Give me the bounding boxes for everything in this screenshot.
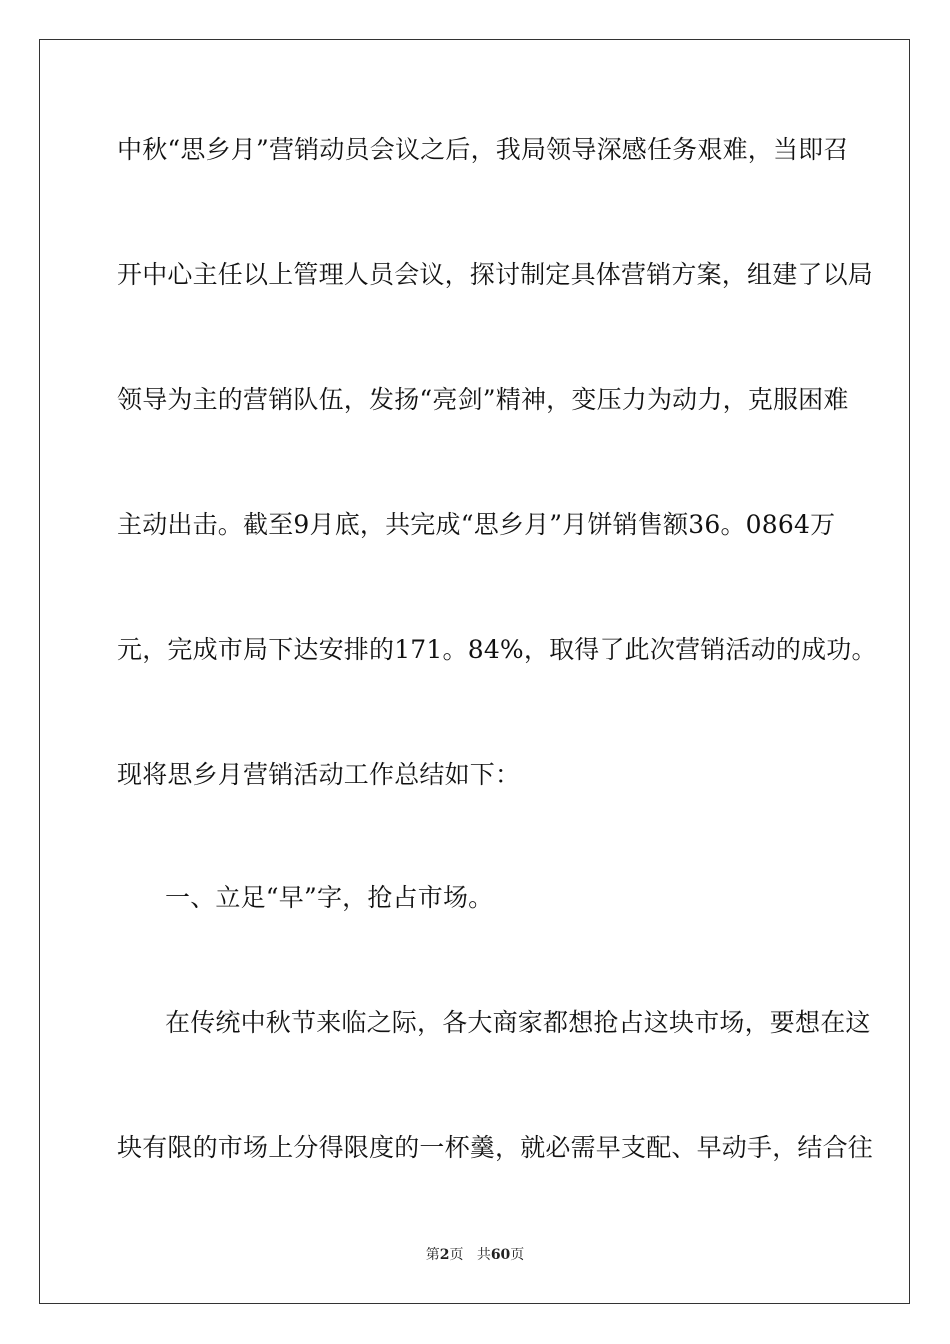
footer-total-prefix: 共 [476,1247,491,1263]
body-line-6: 现将思乡月营销活动工作总结如下： [117,760,521,789]
body-line-8: 在传统中秋节来临之际，各大商家都想抢占这块市场，要想在这 [165,1008,871,1037]
body-line-4: 主动出击。截至9月底，共完成“思乡月”月饼销售额36。0864万 [117,510,836,539]
footer-page-prefix: 第 [425,1247,440,1263]
body-line-5: 元，完成市局下达安排的171。84%，取得了此次营销活动的成功。 [117,635,877,664]
footer-total-pages: 60 [490,1247,511,1263]
body-line-2: 开中心主任以上管理人员会议，探讨制定具体营销方案，组建了以局 [117,260,874,289]
body-line-1: 中秋“思乡月”营销动员会议之后，我局领导深感任务艰难，当即召 [117,135,849,164]
body-line-9: 块有限的市场上分得限度的一杯羹，就必需早支配、早动手，结合往 [117,1133,874,1162]
page-border [39,39,910,1304]
footer-total-suffix: 页 [510,1247,525,1263]
section-heading: 一、立足“早”字，抢占市场。 [165,883,494,912]
footer-page-number: 2 [439,1247,450,1263]
page-footer [0,1245,950,1265]
footer-page-suffix: 页 [449,1247,464,1263]
body-line-3: 领导为主的营销队伍，发扬“亮剑”精神，变压力为动力，克服困难 [117,385,849,414]
